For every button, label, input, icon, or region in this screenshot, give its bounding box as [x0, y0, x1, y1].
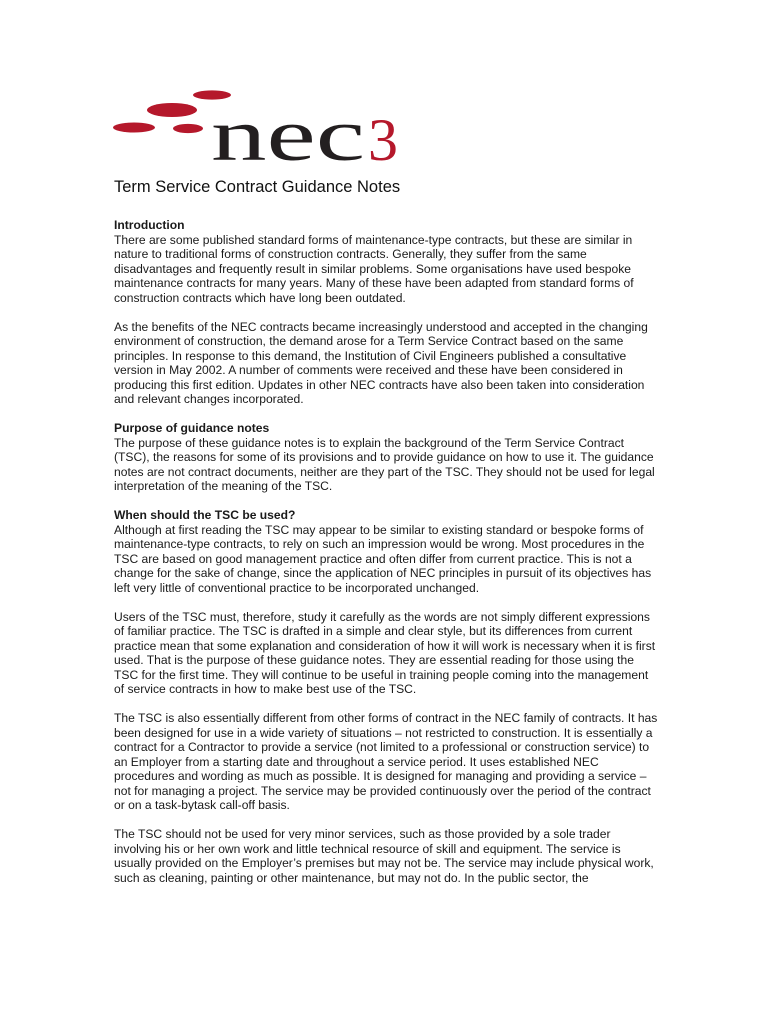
body-paragraph: The TSC should not be used for very minor services, such as those provided by a sole trader involving his or her own work and little technical resource of skill and equipment. The service is usually provided on the Employer’s premises but may not be. The service may include physical work, such as cleaning, painting or other maintenance, but may not do. In the public sector, the: [114, 827, 654, 885]
nec3-logo: [112, 88, 412, 168]
body-paragraph: There are some published standard forms of maintenance-type contracts, but these are similar in nature to traditional forms of construction contracts. Generally, they suffer from the same disadvantages and frequently result in similar problems. Some organisations have used bespoke maintenance contracts for many years. Many of these have been adapted from standard forms of construction contracts which have long been outdated.: [114, 232, 634, 305]
nec3-logo-graphic: [112, 88, 412, 168]
section-introduction: [114, 218, 659, 407]
body-paragraph: The TSC is also essentially different from other forms of contract in the NEC family of contracts. It has been designed for use in a wide variety of situations – not restricted to construction. It is essentially a contract for a Contractor to provide a service (not limited to a professional or construction service) to an Employer from a starting date and throughout a service period. It uses established NEC procedures and wording as much as possible. It is designed for managing and providing a service – not for managing a project. The service may be provided continuously over the period of the contract or on a task-bytask call-off basis.: [114, 711, 658, 812]
logo-wordmark: nec: [211, 95, 365, 168]
logo-swoosh-left: [113, 123, 155, 133]
logo-swoosh-middle: [147, 103, 197, 117]
body-paragraph: Although at first reading the TSC may appear to be similar to existing standard or bespoke forms of maintenance-type contracts, to rely on such an impression would be wrong. Most procedures in the TSC are based on good management practice and often differ from current practice. This is not a change for the sake of change, since the application of NEC principles in pursuit of its objectives has left very little of conventional practice to be incorporated unchanged.: [114, 522, 652, 595]
logo-number: 3: [368, 107, 398, 168]
section-when-to-use: [114, 508, 659, 885]
body-paragraph: Users of the TSC must, therefore, study it carefully as the words are not simply different expressions of familiar practice. The TSC is drafted in a simple and clear style, but its differences from current practice mean that some explanation and consideration of how it will work is necessary when it is first used. That is the purpose of these guidance notes. They are essential reading for those using the TSC for the first time. They will continue to be useful in training people coming into the management of service contracts in how to make best use of the TSC.: [114, 609, 656, 696]
section-purpose: [114, 421, 659, 494]
document-body: [114, 218, 659, 900]
body-paragraph: The purpose of these guidance notes is to explain the background of the Term Service Contract (TSC), the reasons for some of its provisions and to provide guidance on how to use it. The guidance notes are not contract documents, neither are they part of the TSC. They should not be used for legal interpretation of the meaning of the TSC.: [114, 435, 655, 493]
body-paragraph: As the benefits of the NEC contracts became increasingly understood and accepted in the changing environment of construction, the demand arose for a Term Service Contract based on the same principles. In response to this demand, the Institution of Civil Engineers published a consultative version in May 2002. A number of comments were received and these have been considered in producing this first edition. Updates in other NEC contracts have also been taken into consideration and relevant changes incorporated.: [114, 319, 648, 406]
logo-swoosh-right: [173, 124, 203, 133]
document-title: Term Service Contract Guidance Notes: [114, 178, 401, 196]
section-heading: Introduction: [114, 218, 185, 232]
section-heading: When should the TSC be used?: [114, 508, 296, 522]
section-heading: Purpose of guidance notes: [114, 421, 270, 435]
